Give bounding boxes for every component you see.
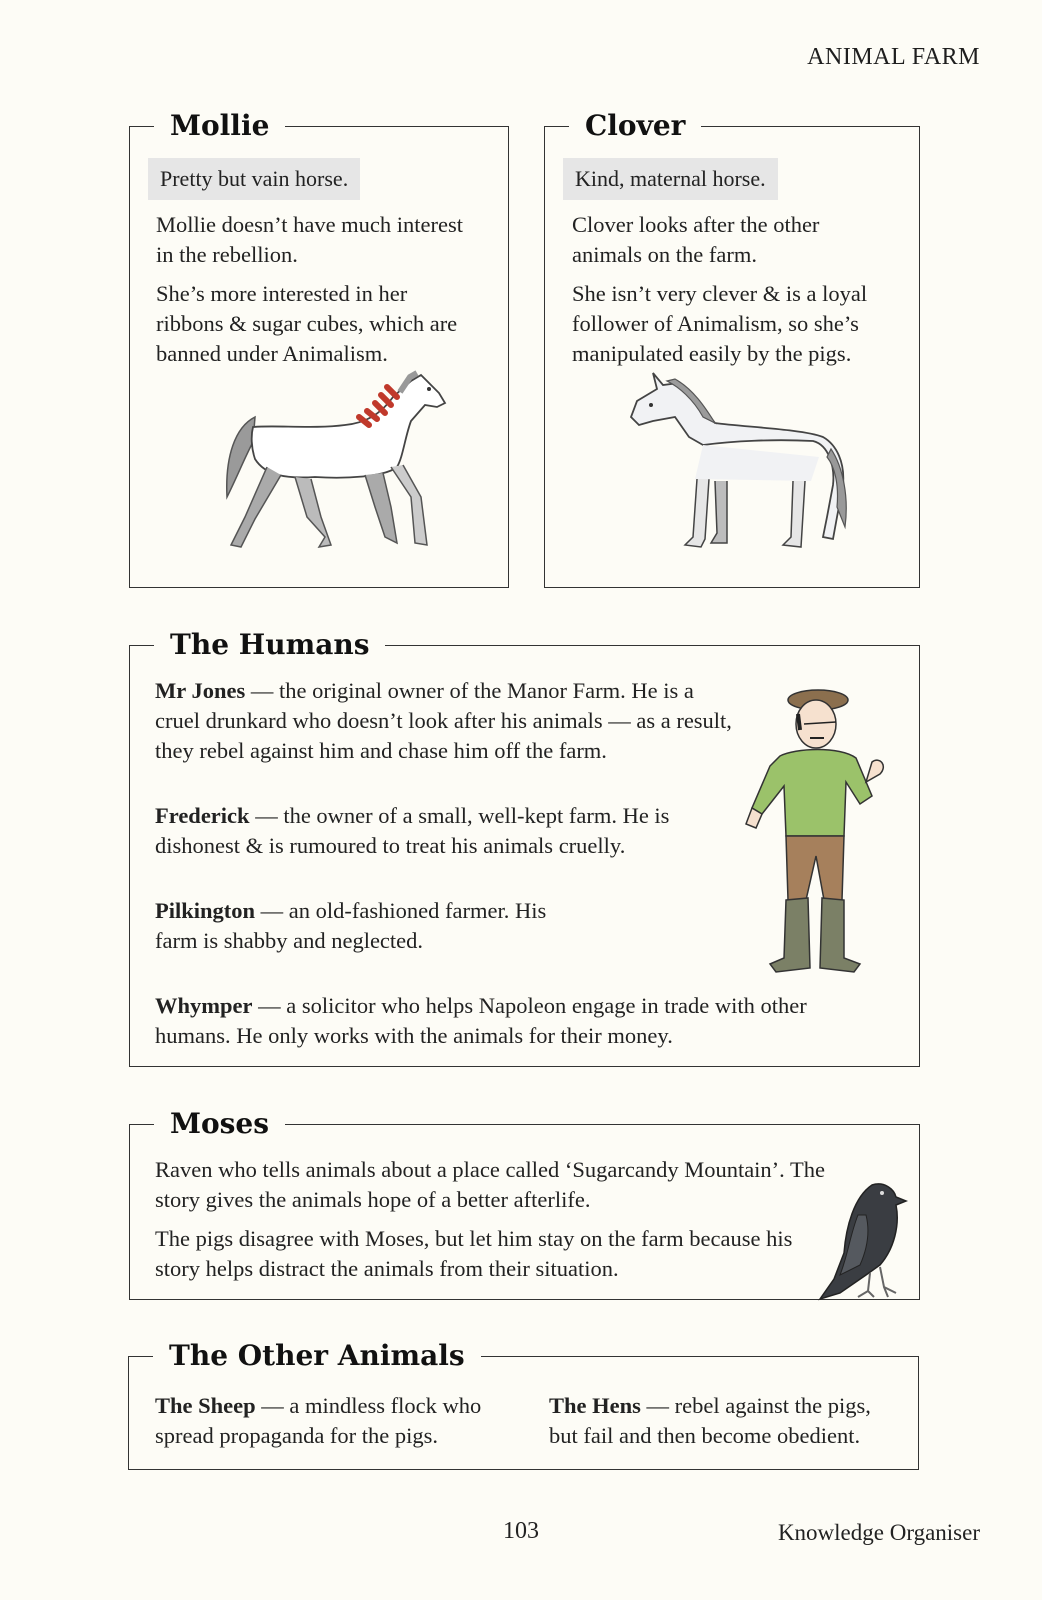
mollie-paragraph-2: She’s more interested in her ribbons & sugar cubes, which are banned under Animalism. <box>156 281 458 366</box>
moses-title: Moses <box>154 1107 285 1141</box>
farmer-illustration <box>740 686 890 986</box>
humans-entry-frederick <box>155 801 700 861</box>
humans-entry-pilkington <box>155 896 555 956</box>
moses-paragraph-2: The pigs disagree with Moses, but let him stay on the farm because his story helps distract the animals from their situation. <box>155 1226 793 1281</box>
clover-panel <box>544 109 920 588</box>
humans-entry-jones <box>155 676 737 766</box>
entry-name: Pilkington <box>155 898 256 923</box>
mollie-tagline: Pretty but vain horse. <box>148 158 360 200</box>
mollie-panel <box>129 109 509 588</box>
mollie-paragraph-1: Mollie doesn’t have much interest in the rebellion. <box>156 212 464 267</box>
hens-name: The Hens <box>549 1393 641 1418</box>
entry-text: — the owner of a small, well-kept farm. He is dishonest & is rumoured to treat his animals cruelly. <box>155 803 670 858</box>
other-animals-panel <box>128 1339 919 1470</box>
clover-paragraph-1: Clover looks after the other animals on the farm. <box>572 212 820 267</box>
book-title: ANIMAL FARM <box>807 44 980 70</box>
entry-name: Whymper <box>155 993 253 1018</box>
moses-panel <box>129 1107 920 1300</box>
mollie-title: Mollie <box>154 109 285 143</box>
sheep-name: The Sheep <box>155 1393 256 1418</box>
entry-text: — a solicitor who helps Napoleon engage in trade with other humans. He only works with the animals for their money. <box>155 993 807 1048</box>
footer-label: Knowledge Organiser <box>777 1520 980 1545</box>
page-number: 103 <box>503 1518 539 1544</box>
entry-text: — an old-fashioned farmer. His farm is shabby and neglected. <box>155 898 547 953</box>
clover-title: Clover <box>569 109 701 143</box>
clover-horse-illustration <box>623 367 853 567</box>
raven-illustration <box>810 1175 920 1305</box>
clover-paragraph-2: She isn’t very clever & is a loyal follower of Animalism, so she’s manipulated easily by the pigs. <box>572 281 868 366</box>
mollie-horse-illustration <box>215 367 455 567</box>
entry-text: — the original owner of the Manor Farm. He is a cruel drunkard who doesn’t look after his animals — as a result, they rebel against him and chase him off the farm. <box>155 678 732 763</box>
other-animals-title: The Other Animals <box>153 1339 481 1373</box>
hens-text: — rebel against the pigs, but fail and then become obedient. <box>549 1393 871 1448</box>
sheep-entry <box>155 1391 525 1451</box>
entry-name: Frederick <box>155 803 250 828</box>
humans-entry-whymper <box>155 991 815 1051</box>
hens-entry <box>549 1391 899 1451</box>
clover-tagline: Kind, maternal horse. <box>563 158 778 200</box>
moses-paragraph-1: Raven who tells animals about a place called ‘Sugarcandy Mountain’. The story gives the animals hope of a better afterlife. <box>155 1157 826 1212</box>
entry-name: Mr Jones <box>155 678 246 703</box>
sheep-text: — a mindless flock who spread propaganda for the pigs. <box>155 1393 482 1448</box>
humans-title: The Humans <box>154 628 385 662</box>
humans-panel <box>129 628 920 1067</box>
